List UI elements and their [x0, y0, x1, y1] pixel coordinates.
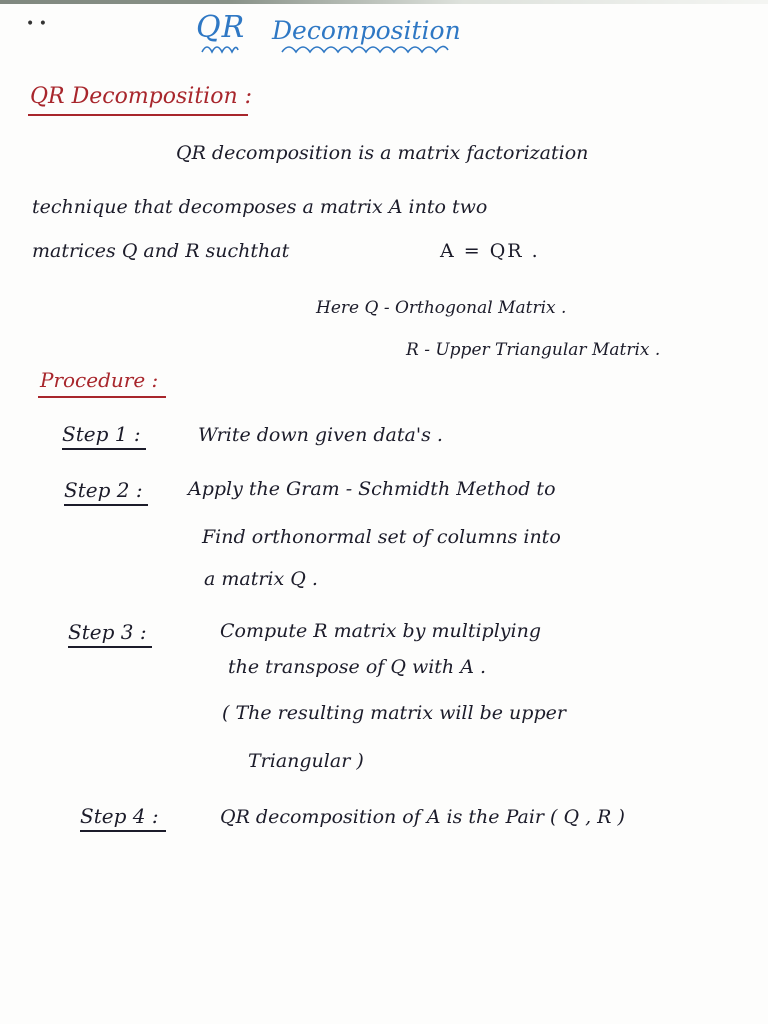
procedure-underline	[38, 396, 166, 398]
equation: A = QR .	[440, 240, 540, 262]
step-4-label: Step 4 :	[80, 804, 159, 828]
step-4-underline	[80, 830, 166, 832]
step-2-line-1: Apply the Gram - Schmidth Method to	[188, 478, 556, 500]
step-2-line-3: a matrix Q .	[204, 568, 318, 590]
title-qr-underline	[200, 42, 240, 56]
step-4-line-1: QR decomposition of A is the Pair ( Q , R )	[220, 806, 625, 828]
page-top-edge	[0, 0, 768, 4]
definition-r: R - Upper Triangular Matrix .	[406, 340, 661, 360]
title-text: Decomposition	[272, 16, 461, 45]
step-2-label: Step 2 :	[64, 478, 143, 502]
step-3-line-4: Triangular )	[248, 750, 364, 772]
section-heading-underline	[28, 114, 248, 116]
step-1-underline	[62, 448, 146, 450]
intro-line-3: matrices Q and R suchthat	[32, 240, 290, 262]
margin-marks: • •	[26, 16, 47, 32]
procedure-heading: Procedure :	[40, 368, 159, 392]
intro-line-1: QR decomposition is a matrix factorization	[176, 142, 589, 164]
step-2-line-2: Find orthonormal set of columns into	[202, 526, 561, 548]
step-1-label: Step 1 :	[62, 422, 141, 446]
step-2-underline	[64, 504, 148, 506]
step-3-underline	[68, 646, 152, 648]
step-3-line-1: Compute R matrix by multiplying	[220, 620, 541, 642]
section-heading: QR Decomposition :	[30, 84, 253, 109]
title-text-underline	[280, 42, 450, 58]
title-qr: QR	[196, 10, 246, 45]
step-1-line-1: Write down given data's .	[198, 424, 443, 446]
definition-q: Here Q - Orthogonal Matrix .	[316, 298, 567, 318]
intro-line-2: technique that decomposes a matrix A into two	[32, 196, 488, 218]
step-3-line-3: ( The resulting matrix will be upper	[222, 702, 566, 724]
step-3-label: Step 3 :	[68, 620, 147, 644]
step-3-line-2: the transpose of Q with A .	[228, 656, 487, 678]
